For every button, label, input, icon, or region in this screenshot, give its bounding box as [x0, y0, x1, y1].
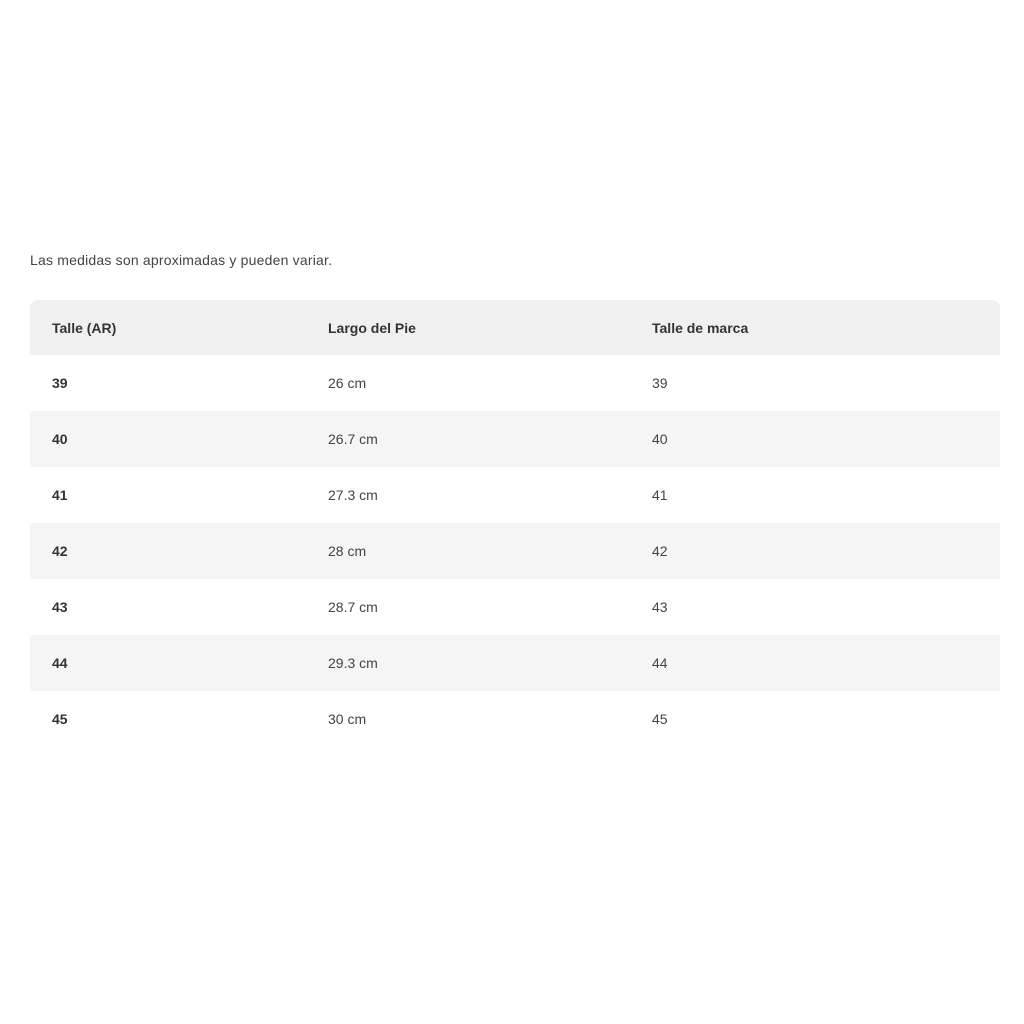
table-row [30, 411, 1000, 467]
cell-talle-de-marca: 39 [652, 375, 668, 391]
size-table [30, 300, 1000, 747]
cell-largo-del-pie: 29.3 cm [328, 655, 378, 671]
cell-talle-ar: 39 [52, 375, 68, 391]
cell-talle-de-marca: 40 [652, 431, 668, 447]
cell-talle-ar: 45 [52, 711, 68, 727]
header-talle-de-marca: Talle de marca [652, 319, 749, 336]
cell-talle-de-marca: 42 [652, 543, 668, 559]
table-row [30, 691, 1000, 747]
cell-largo-del-pie: 27.3 cm [328, 487, 378, 503]
cell-largo-del-pie: 30 cm [328, 711, 367, 727]
table-row [30, 579, 1000, 635]
cell-largo-del-pie: 28 cm [328, 543, 367, 559]
cell-talle-de-marca: 43 [652, 599, 668, 615]
cell-talle-ar: 42 [52, 543, 68, 559]
header-largo-del-pie: Largo del Pie [328, 319, 416, 336]
cell-largo-del-pie: 26 cm [328, 375, 367, 391]
table-row [30, 523, 1000, 579]
header-talle-ar: Talle (AR) [52, 319, 117, 336]
table-row [30, 635, 1000, 691]
cell-talle-ar: 41 [52, 487, 68, 503]
approximate-measures-note: Las medidas son aproximadas y pueden variar. [30, 252, 333, 268]
cell-talle-de-marca: 44 [652, 655, 668, 671]
cell-talle-de-marca: 41 [652, 487, 668, 503]
cell-talle-ar: 40 [52, 431, 68, 447]
table-row [30, 355, 1000, 411]
table-header-row [30, 300, 1000, 355]
cell-talle-ar: 44 [52, 655, 68, 671]
cell-largo-del-pie: 28.7 cm [328, 599, 378, 615]
cell-talle-de-marca: 45 [652, 711, 668, 727]
cell-largo-del-pie: 26.7 cm [328, 431, 378, 447]
cell-talle-ar: 43 [52, 599, 68, 615]
table-row [30, 467, 1000, 523]
